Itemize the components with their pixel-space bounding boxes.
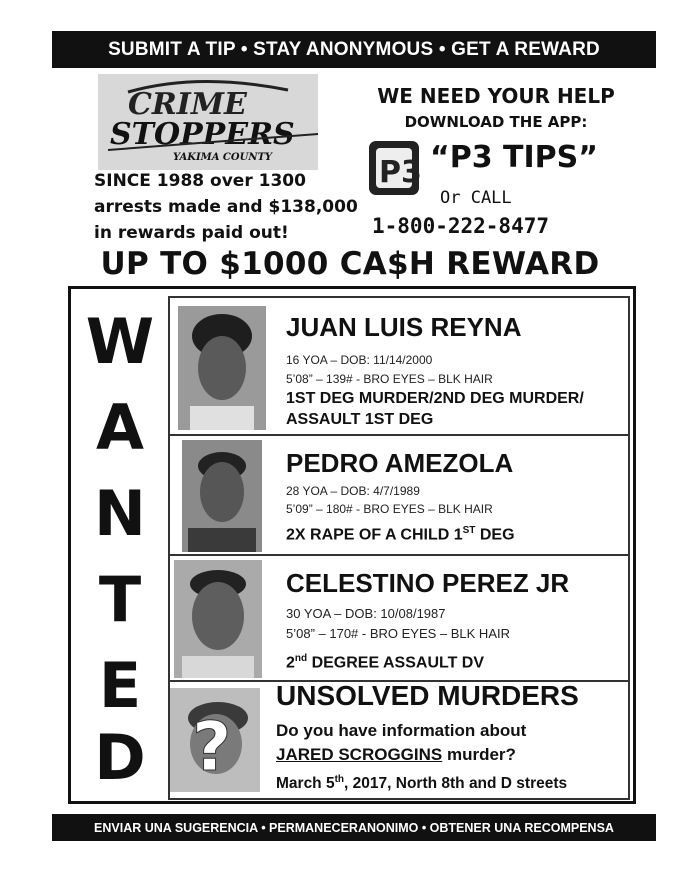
wanted-letter: W (85, 305, 155, 378)
suspect-photo (178, 306, 266, 430)
unsolved-question: Do you have information about (276, 721, 527, 740)
since-line: SINCE 1988 over 1300 (94, 171, 306, 191)
suspect-name: CELESTINO PEREZ JR (286, 568, 570, 598)
bottom-banner-text: ENVIAR UNA SUGERENCIA • PERMANECERANONIMO • OBTENER UNA RECOMPENSA (94, 820, 614, 835)
logo-line1: CRIME (128, 87, 247, 122)
top-banner-text: SUBMIT A TIP • STAY ANONYMOUS • GET A REWARD (108, 38, 600, 60)
suspect-age-dob: 28 YOA – DOB: 4/7/1989 (286, 484, 420, 498)
since-statement (94, 168, 384, 246)
reward-banner: UP TO $1000 CA$H REWARD (100, 246, 600, 282)
victim-name: JARED SCROGGINS (276, 745, 443, 764)
logo-line3: YAKIMA COUNTY (173, 152, 273, 163)
help-heading: WE NEED YOUR HELP (377, 84, 615, 108)
app-name: “P3 TIPS” (430, 140, 598, 175)
suspect-card (170, 436, 628, 556)
suspect-list (168, 296, 630, 800)
since-line: arrests made and $138,000 (94, 197, 358, 217)
suspect-photo (174, 560, 262, 678)
suspect-age-dob: 30 YOA – DOB: 10/08/1987 (286, 606, 446, 621)
phone-number: 1-800-222-8477 (372, 214, 550, 238)
suspect-card (170, 556, 628, 682)
question-mark-icon: ? (192, 708, 232, 787)
suspect-name: JUAN LUIS REYNA (286, 312, 522, 342)
unsolved-card (170, 682, 628, 798)
crime-stoppers-logo (88, 72, 328, 172)
suspect-physical: 5’09” – 180# - BRO EYES – BLK HAIR (286, 502, 493, 516)
suspect-crime: 2nd DEGREE ASSAULT DV (286, 653, 485, 672)
wanted-letter: E (98, 649, 142, 722)
suspect-physical: 5’08” – 170# - BRO EYES – BLK HAIR (286, 626, 510, 641)
wanted-letter: N (94, 477, 146, 550)
suspect-age-dob: 16 YOA – DOB: 11/14/2000 (286, 353, 433, 367)
wanted-letter: A (96, 391, 144, 464)
suspect-name: PEDRO AMEZOLA (286, 448, 514, 478)
p3-icon-letter: P3 (379, 155, 420, 190)
wanted-letter: T (98, 563, 142, 636)
logo-line2: STOPPERS (110, 117, 295, 152)
unsolved-date-location: March 5th, 2017, North 8th and D streets (276, 774, 568, 793)
suspect-crime: ASSAULT 1ST DEG (286, 411, 434, 428)
wanted-letter: D (94, 721, 146, 794)
suspect-physical: 5’08” – 139# - BRO EYES – BLK HAIR (286, 372, 493, 386)
download-text: DOWNLOAD THE APP: (404, 113, 588, 131)
since-line: in rewards paid out! (94, 223, 289, 243)
bottom-banner (52, 814, 656, 841)
suspect-crime: 2X RAPE OF A CHILD 1ST DEG (286, 525, 515, 544)
top-banner (52, 31, 656, 68)
victim-photo (170, 688, 260, 792)
suspect-photo (182, 440, 262, 552)
or-call-text: Or CALL (440, 188, 512, 208)
suspect-crime: 1ST DEG MURDER/2ND DEG MURDER/ (286, 390, 584, 407)
unsolved-victim-line: JARED SCROGGINS murder? (276, 745, 516, 764)
wanted-vertical-word (80, 305, 160, 800)
suspect-card (170, 298, 628, 436)
unsolved-title: UNSOLVED MURDERS (276, 680, 579, 711)
